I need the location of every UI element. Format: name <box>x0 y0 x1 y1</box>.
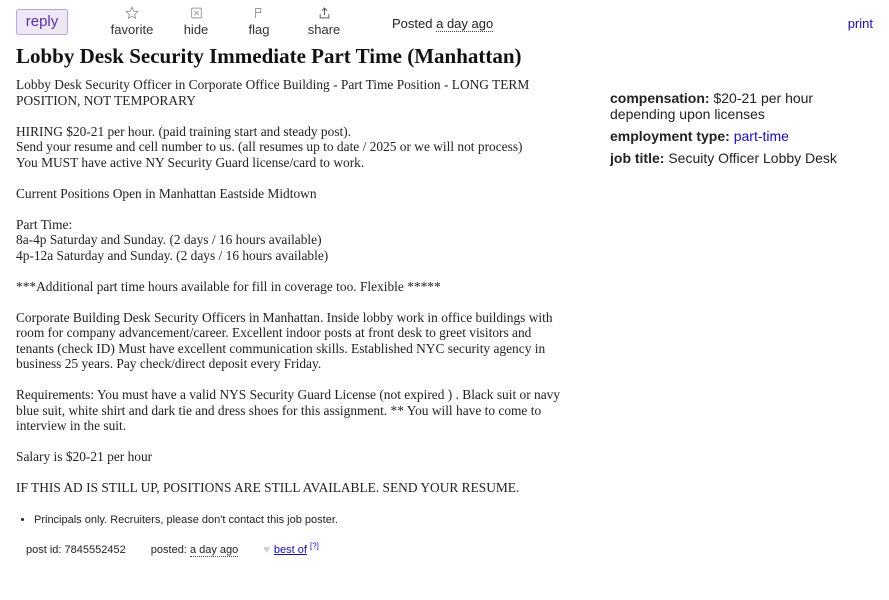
posting-body <box>16 77 590 511</box>
share-button[interactable] <box>304 6 344 37</box>
best-of-link[interactable]: best of <box>273 543 307 556</box>
flag-label: flag <box>248 22 270 37</box>
posted-date <box>392 16 493 31</box>
share-label: share <box>307 22 341 37</box>
body-paragraph: Salary is $20-21 per hour <box>16 449 153 464</box>
body-paragraph: HIRING $20-21 per hour. (paid training start and steady post). Send your resume and cell number to us. (all resumes up to date / 2025 or we will not process) You MUST have active NY Security Guard license/card to work. <box>16 123 523 170</box>
job-title-attr: job title: Secuity Officer Lobby Desk <box>610 150 837 166</box>
employment-type-attr: employment type: part-time <box>610 128 789 144</box>
body-paragraph: Corporate Building Desk Security Officers in Manhattan. Inside lobby work in office buildings with room for company advancement/career. Excellent indoor posts at front desk to greet visitors and tenants (check ID) Must have excellent communication skills. Established NYC security agency in business 25 years. Pay check/direct deposit every Friday. <box>16 309 553 371</box>
notice-item: • Principals only. Recruiters, please don't contact this job poster. <box>34 514 338 526</box>
favorite-button[interactable] <box>110 6 154 37</box>
body-paragraph: IF THIS AD IS STILL UP, POSITIONS ARE STILL AVAILABLE. SEND YOUR RESUME. <box>16 480 520 495</box>
best-of-help-link[interactable]: [?] <box>309 541 319 550</box>
best-of <box>263 541 319 556</box>
body-paragraph: ***Additional part time hours available for fill in coverage too. Flexible ***** <box>16 278 441 294</box>
body-paragraph: Current Positions Open in Manhattan Eastside Midtown <box>16 185 317 201</box>
reply-button[interactable]: reply <box>16 9 68 35</box>
employment-type-link[interactable]: part-time <box>733 128 789 144</box>
flag-icon <box>246 6 272 22</box>
hide-label: hide <box>183 22 209 37</box>
print-link[interactable]: print <box>847 16 873 31</box>
hide-button[interactable] <box>182 6 210 37</box>
page-title: Lobby Desk Security Immediate Part Time (Manhattan) <box>16 44 522 68</box>
posted-info: posted: a day ago <box>150 543 239 556</box>
share-icon <box>304 6 344 22</box>
notices-list <box>16 514 338 526</box>
posting-infos <box>26 541 319 556</box>
posting-toolbar <box>0 0 889 40</box>
posted-label: Posted <box>392 16 433 31</box>
post-id: post id: 7845552452 <box>26 543 126 556</box>
body-paragraph: Lobby Desk Security Officer in Corporate Office Building - Part Time Position - LONG TERM POSITION, NOT TEMPORARY <box>16 77 530 108</box>
favorite-label: favorite <box>110 22 154 37</box>
compensation-attr: compensation: $20-21 per hour depending upon licenses <box>610 90 814 122</box>
posted-ago: a day ago <box>436 16 494 31</box>
star-icon <box>110 6 154 22</box>
body-paragraph: Part Time: 8a-4p Saturday and Sunday. (2 days / 16 hours available) 4p-12a Saturday and Sunday. (2 days / 16 hours available) <box>16 216 329 263</box>
attributes-panel <box>610 90 872 172</box>
hide-icon <box>182 6 210 22</box>
heart-icon: ♥ <box>263 543 270 556</box>
body-paragraph: Requirements: You must have a valid NYS Security Guard License (not expired ) . Black suit or navy blue suit, white shirt and dark tie and dress shoes for this assignment. ** You will have to come to interview in the suit. <box>16 387 561 433</box>
flag-button[interactable] <box>246 6 272 37</box>
